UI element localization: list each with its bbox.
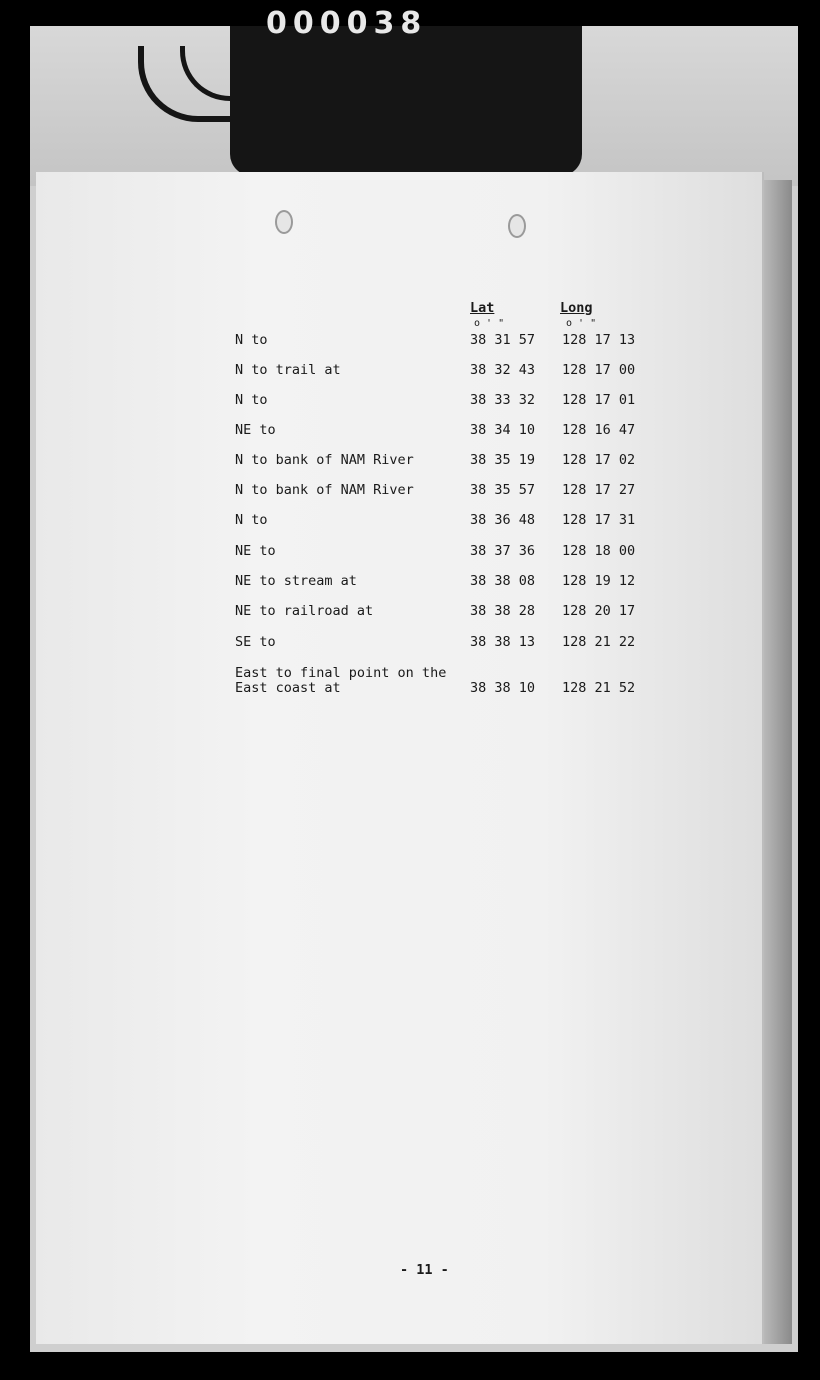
row-label: NE to: [235, 422, 276, 438]
row-long: 128 17 02: [562, 452, 636, 468]
row-label: East coast at: [235, 680, 341, 696]
row-lat: 38 38 13: [470, 634, 536, 650]
punch-hole-left: [275, 210, 293, 234]
row-long: 128 19 12: [562, 573, 636, 589]
row-lat: 38 37 36: [470, 543, 536, 559]
row-lat: 38 34 10: [470, 422, 536, 438]
row-label: N to bank of NAM River: [235, 452, 414, 468]
row-label: N to: [235, 332, 268, 348]
row-lat: 38 38 08: [470, 573, 536, 589]
row-lat: 38 36 48: [470, 512, 536, 528]
row-lat: 38 32 43: [470, 362, 536, 378]
row-label-line1: East to final point on the: [235, 665, 447, 681]
row-label: N to: [235, 512, 268, 528]
frame-counter-number: 000038: [266, 6, 428, 41]
row-label: NE to stream at: [235, 573, 357, 589]
long-units: o ' ": [566, 318, 597, 329]
row-long: 128 18 00: [562, 543, 636, 559]
row-long: 128 17 31: [562, 512, 636, 528]
row-long: 128 20 17: [562, 603, 636, 619]
row-long: 128 17 27: [562, 482, 636, 498]
row-label: NE to: [235, 543, 276, 559]
row-long: 128 17 01: [562, 392, 636, 408]
lat-header: Lat: [470, 300, 495, 316]
row-label: SE to: [235, 634, 276, 650]
document-page: [36, 172, 762, 1344]
row-lat: 38 38 28: [470, 603, 536, 619]
page-edge-shadow: [762, 180, 792, 1344]
frame-counter-device: [230, 26, 582, 176]
row-long: 128 16 47: [562, 422, 636, 438]
row-lat: 38 33 32: [470, 392, 536, 408]
row-long: 128 21 22: [562, 634, 636, 650]
row-label: N to trail at: [235, 362, 341, 378]
page-number: - 11 -: [400, 1262, 449, 1278]
lat-units: o ' ": [474, 318, 505, 329]
row-long: 128 17 00: [562, 362, 636, 378]
row-lat: 38 31 57: [470, 332, 536, 348]
row-label: N to: [235, 392, 268, 408]
long-header: Long: [560, 300, 593, 316]
punch-hole-right: [508, 214, 526, 238]
row-lat: 38 38 10: [470, 680, 536, 696]
row-label: N to bank of NAM River: [235, 482, 414, 498]
row-label: NE to railroad at: [235, 603, 374, 619]
row-lat: 38 35 19: [470, 452, 536, 468]
row-long: 128 17 13: [562, 332, 636, 348]
row-long: 128 21 52: [562, 680, 636, 696]
row-lat: 38 35 57: [470, 482, 536, 498]
